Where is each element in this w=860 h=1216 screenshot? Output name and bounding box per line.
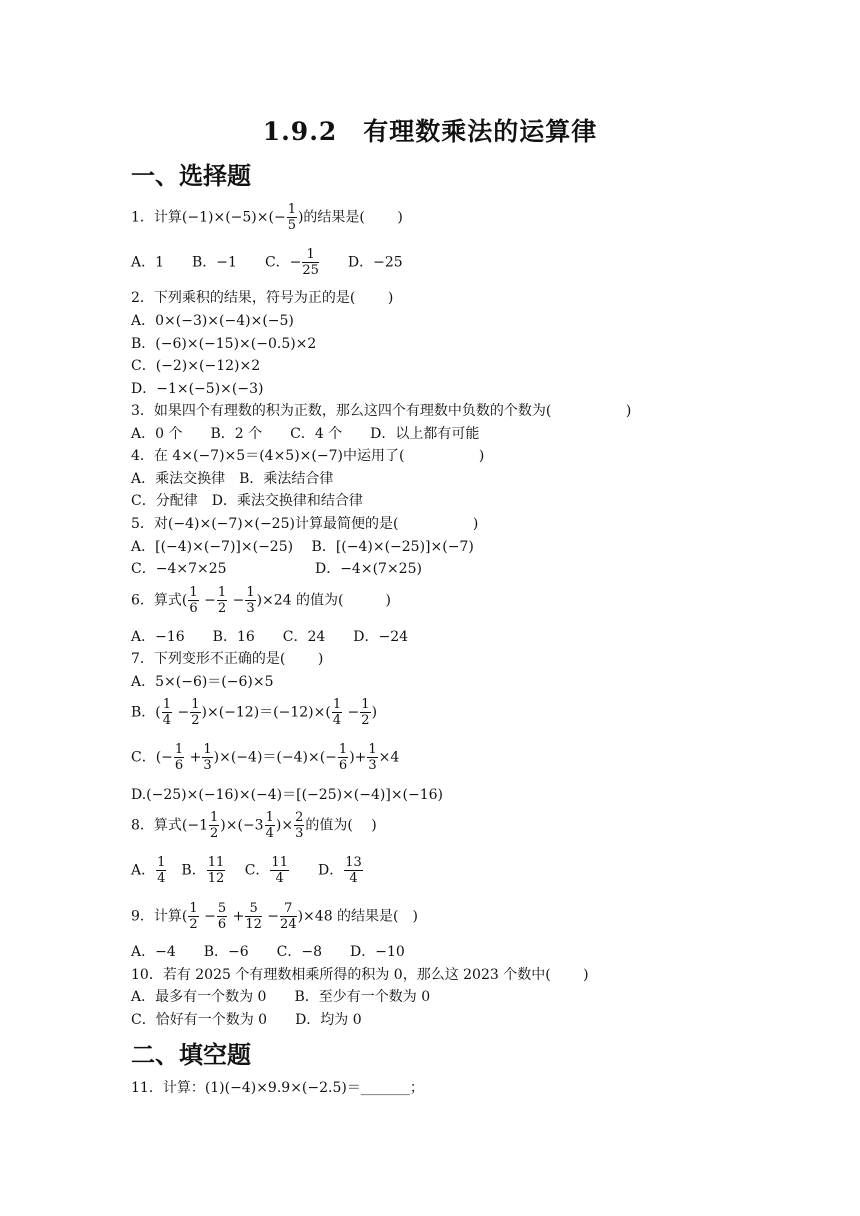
question-6-options: A．−16 B．16 C．24 D．−24 xyxy=(131,629,409,645)
fraction-numerator: 1 xyxy=(302,247,319,263)
question-10-options-cd: C．恰好有一个数为 0 D．均为 0 xyxy=(131,1012,362,1028)
fraction-denominator: 2 xyxy=(210,826,219,841)
fraction-denominator: 2 xyxy=(191,713,200,728)
fraction-numerator: 1 xyxy=(203,742,212,757)
fraction-denominator: 5 xyxy=(287,218,296,233)
fraction xyxy=(209,810,219,841)
question-4: 4．在 4×(−7)×5＝(4×5)×(−7)中运用了( ) xyxy=(131,448,485,464)
question-7-option-d: D.(−25)×(−16)×(−4)＝[(−25)×(−4)]×(−16) xyxy=(131,787,444,803)
question-2-option-b: B．(−6)×(−15)×(−0.5)×2 xyxy=(131,336,317,352)
fraction-denominator: 2 xyxy=(189,917,198,932)
fraction-denominator: 24 xyxy=(280,917,297,932)
fraction-denominator: 3 xyxy=(203,758,212,773)
fraction-denominator: 12 xyxy=(207,871,225,886)
fraction-numerator: 1 xyxy=(210,810,219,825)
fraction-denominator: 4 xyxy=(162,713,172,728)
question-8: 8．算式(−1 $\frac{1}{2}$ )×(−3 $\frac{1}{4}$ )× $\frac{2}{3}$ 的值为( ) xyxy=(131,810,377,841)
question-7-option-b: B．( $\frac{1}{4}$ − $\frac{1}{2}$ )×(−12)＝(−12)×( $\frac{1}{4}$ − $\frac{1}{2}$ ) xyxy=(131,697,378,728)
fraction-denominator: 6 xyxy=(174,758,184,773)
fraction xyxy=(367,742,377,773)
question-3: 3．如果四个有理数的积为正数，那么这四个有理数中负数的个数为( ) xyxy=(131,403,632,419)
fraction-denominator: 6 xyxy=(338,758,348,773)
fraction-denominator: 4 xyxy=(265,826,274,841)
section-heading-fill: 二、填空题 xyxy=(131,1041,251,1069)
question-6: 6．算式( $\frac{1}{6}$ − $\frac{1}{2}$ − $\frac{1}{3}$ )×24 的值为( ) xyxy=(131,585,391,616)
fraction-denominator: 4 xyxy=(157,871,166,886)
question-4-options-cd: C．分配律 D．乘法交换律和结合律 xyxy=(131,493,363,509)
question-2-option-c: C．(−2)×(−12)×2 xyxy=(131,358,261,374)
question-2-option-a: A．0×(−3)×(−4)×(−5) xyxy=(131,313,294,329)
question-9-options: A．−4 B．−6 C．−8 D．−10 xyxy=(131,944,405,960)
fraction xyxy=(287,202,297,233)
question-8-options: A． $\frac{1}{4}$ B． $\frac{11}{12}$ C． $\frac{11}{4}$ D． $\frac{13}{4}$ xyxy=(131,855,362,886)
fraction xyxy=(217,901,227,932)
question-11: 11．计算：(1)(−4)×9.9×(−2.5)＝_______； xyxy=(131,1080,424,1096)
fraction-numerator: 1 xyxy=(162,697,172,712)
fraction-denominator: 6 xyxy=(189,601,198,616)
question-2: 2．下列乘积的结果，符号为正的是( ) xyxy=(131,290,394,306)
fraction-denominator: 4 xyxy=(275,871,284,886)
fraction-numerator: 2 xyxy=(295,810,304,825)
fraction-numerator: 1 xyxy=(287,202,296,217)
fraction-numerator: 1 xyxy=(361,697,370,712)
question-7-option-c: C．(− $\frac{1}{6}$ + $\frac{1}{3}$ )×(−4)＝(−4)×(− $\frac{1}{6}$ )+ $\frac{1}{3}$ ×4 xyxy=(131,742,400,773)
fraction xyxy=(245,585,255,616)
question-9: 9．计算( $\frac{1}{2}$ − $\frac{5}{6}$ + $\frac{5}{12}$ − $\frac{7}{24}$ )×48 的结果是( ) xyxy=(131,901,418,932)
fraction-numerator: 5 xyxy=(217,901,227,916)
fraction-denominator: 6 xyxy=(217,917,227,932)
question-10: 10．若有 2025 个有理数相乘所得的积为 0，那么这 2023 个数中( ) xyxy=(131,967,589,983)
fraction xyxy=(245,901,262,932)
question-3-options: A．0 个 B．2 个 C．4 个 D．以上都有可能 xyxy=(131,426,480,442)
fraction-denominator: 4 xyxy=(332,713,342,728)
fraction-numerator: 1 xyxy=(157,855,166,870)
section-heading-choice: 一、选择题 xyxy=(131,162,251,190)
fraction-denominator: 3 xyxy=(246,601,255,616)
question-2-option-d: D．−1×(−5)×(−3) xyxy=(131,381,264,397)
question-1-options: A．1 B．−1 C．− $\frac{1}{25}$ D．−25 xyxy=(131,247,403,278)
question-5-options-cd: C．−4×7×25 D．−4×(7×25) xyxy=(131,561,422,577)
fraction xyxy=(270,855,289,886)
question-5: 5．对(−4)×(−7)×(−25)计算最简便的是( ) xyxy=(131,516,479,532)
fraction-numerator: 5 xyxy=(245,901,262,917)
fraction-numerator: 1 xyxy=(174,742,184,757)
fraction xyxy=(280,901,297,932)
fraction xyxy=(344,855,363,886)
fraction-numerator: 11 xyxy=(207,855,225,870)
fraction xyxy=(294,810,304,841)
fraction xyxy=(190,697,200,728)
fraction-denominator: 2 xyxy=(217,601,227,616)
fraction-numerator: 1 xyxy=(246,585,255,600)
fraction-numerator: 1 xyxy=(338,742,348,757)
fraction-denominator: 4 xyxy=(349,871,358,886)
fraction-denominator: 25 xyxy=(302,263,319,278)
fraction-numerator: 1 xyxy=(332,697,342,712)
fraction xyxy=(207,855,226,886)
fraction-numerator: 1 xyxy=(265,810,274,825)
question-7-option-a: A．5×(−6)＝(−6)×5 xyxy=(131,674,274,690)
fraction xyxy=(338,742,348,773)
fraction-numerator: 1 xyxy=(191,697,200,712)
fraction-numerator: 1 xyxy=(189,585,198,600)
fraction-numerator: 1 xyxy=(217,585,227,600)
fraction xyxy=(302,247,319,278)
question-5-options-ab: A．[(−4)×(−7)]×(−25) B．[(−4)×(−25)]×(−7) xyxy=(131,539,474,555)
fraction-numerator: 1 xyxy=(368,742,377,757)
fraction xyxy=(162,697,172,728)
fraction xyxy=(174,742,184,773)
fraction-denominator: 12 xyxy=(245,917,262,932)
fraction-denominator: 2 xyxy=(361,713,370,728)
fraction xyxy=(217,585,227,616)
fraction xyxy=(202,742,212,773)
fraction-numerator: 1 xyxy=(189,901,198,916)
fraction-denominator: 3 xyxy=(295,826,304,841)
fraction-denominator: 3 xyxy=(368,758,377,773)
question-1: 1．计算(−1)×(−5)×(− $\frac{1}{5}$ )的结果是( ) xyxy=(131,202,403,233)
fraction-numerator: 13 xyxy=(345,855,362,870)
fraction xyxy=(156,855,166,886)
fraction xyxy=(188,585,198,616)
question-10-options-ab: A．最多有一个数为 0 B．至少有一个数为 0 xyxy=(131,989,431,1005)
fraction-numerator: 11 xyxy=(271,855,288,870)
page-title: 1.9.2 有理数乘法的运算律 xyxy=(262,117,598,146)
fraction xyxy=(188,901,198,932)
fraction xyxy=(332,697,342,728)
fraction-numerator: 7 xyxy=(280,901,297,917)
question-7: 7．下列变形不正确的是( ) xyxy=(131,651,324,667)
fraction xyxy=(265,810,275,841)
fraction xyxy=(360,697,370,728)
question-4-options-ab: A．乘法交换律 B．乘法结合律 xyxy=(131,471,334,487)
